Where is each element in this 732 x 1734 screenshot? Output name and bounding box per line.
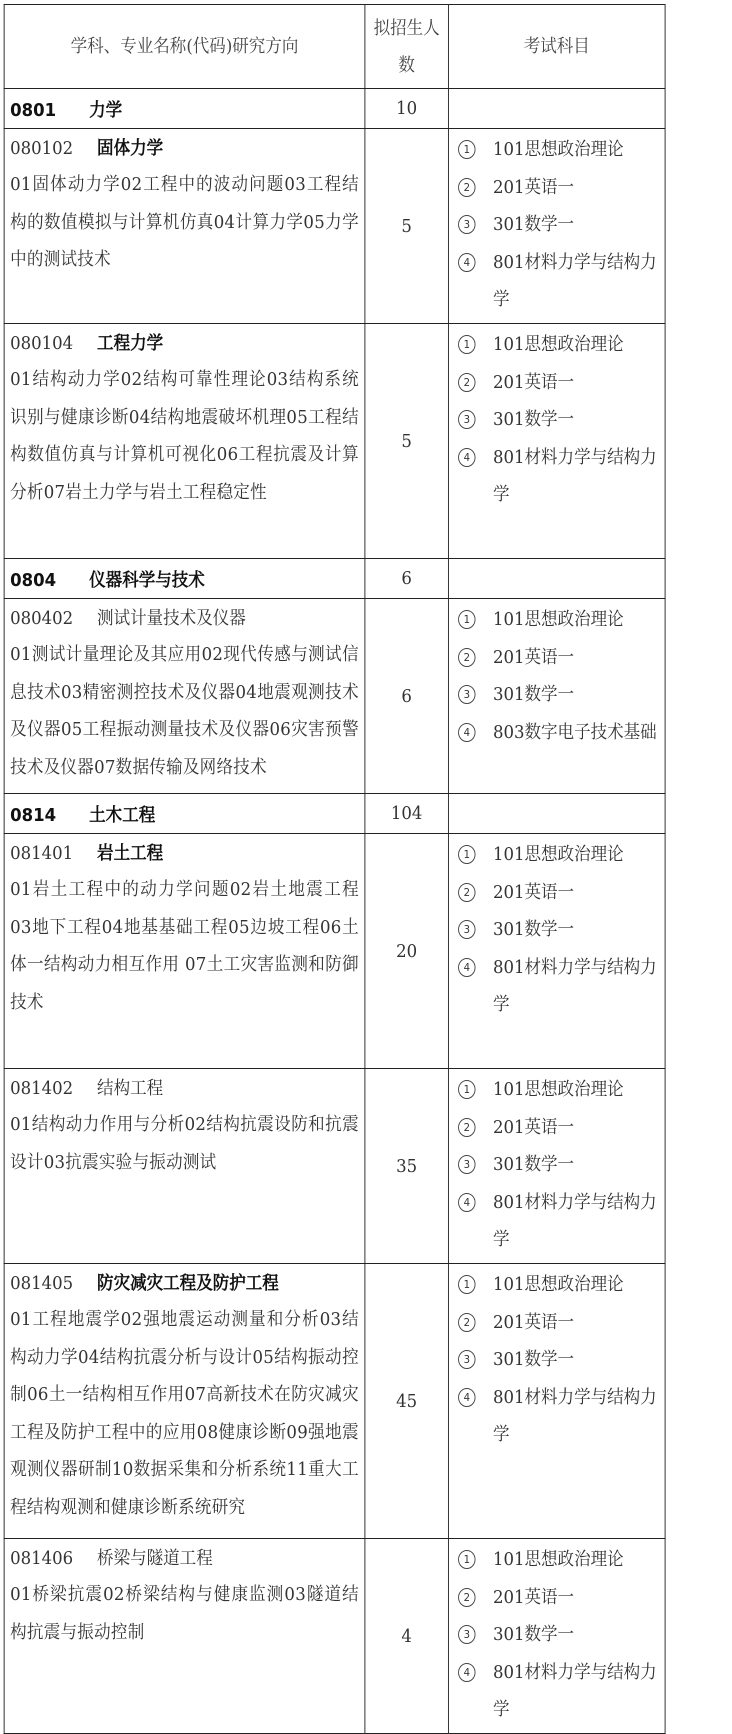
program-row — [4, 1539, 665, 1734]
exam-number: 2 — [458, 1313, 475, 1332]
exam-subject: 101思想政治理论 — [492, 844, 624, 865]
exam-number: 4 — [458, 958, 475, 977]
research-directions: 01岩土工程中的动力学问题02岩土地震工程03地下工程04地基基础工程05边坡工程06土体一结构动力相互作用 07土工灾害监测和防御技术 — [10, 879, 359, 1013]
discipline-quota: 10 — [365, 89, 449, 129]
exam-item — [458, 326, 659, 364]
program-heading — [10, 837, 359, 871]
exam-item — [458, 1184, 659, 1259]
exam-subject: 801材料力学与结构力学 — [492, 1661, 657, 1720]
exam-number: 1 — [458, 610, 475, 629]
program-name: 结构工程 — [97, 1078, 164, 1099]
program-cell — [4, 1069, 365, 1264]
exam-subject: 801材料力学与结构力学 — [492, 1386, 657, 1445]
exam-subject: 801材料力学与结构力学 — [492, 1191, 657, 1250]
program-quota: 5 — [365, 129, 449, 324]
exam-subject: 301数学一 — [492, 214, 575, 235]
exam-list — [448, 324, 665, 559]
exam-number: 3 — [458, 1155, 475, 1174]
program-cell — [4, 129, 365, 324]
research-directions: 01结构动力作用与分析02结构抗震设防和抗震设计03抗震实验与振动测试 — [10, 1114, 359, 1173]
research-directions: 01固体动力学02工程中的波动问题03工程结构的数值模拟与计算机仿真04计算力学05力学中的测试技术 — [10, 174, 359, 270]
exam-number: 2 — [458, 648, 475, 667]
exam-subject: 301数学一 — [492, 1349, 575, 1370]
discipline-exams-empty — [448, 559, 665, 599]
program-cell — [4, 1264, 365, 1539]
exam-subject: 301数学一 — [492, 409, 575, 430]
exam-item — [458, 1266, 659, 1304]
exam-subject: 801材料力学与结构力学 — [492, 251, 657, 310]
exam-number: 4 — [458, 1193, 475, 1212]
exam-subject: 201英语一 — [492, 371, 575, 393]
discipline-code: 0801 — [10, 99, 57, 121]
header-quota: 拟招生人数 — [365, 5, 449, 89]
exam-subject: 301数学一 — [492, 919, 575, 940]
exam-subject: 101思想政治理论 — [492, 1274, 624, 1295]
exam-subject: 101思想政治理论 — [492, 334, 624, 355]
exam-item — [458, 1071, 659, 1109]
discipline-exams-empty — [448, 89, 665, 129]
exam-item — [458, 949, 659, 1024]
exam-subject: 801材料力学与结构力学 — [492, 446, 657, 505]
program-quota: 6 — [365, 599, 449, 794]
exam-item — [458, 169, 659, 207]
exam-number: 3 — [458, 1625, 475, 1644]
exam-item — [458, 601, 659, 639]
header-program: 学科、专业名称(代码)研究方向 — [4, 5, 365, 89]
exam-number: 3 — [458, 215, 475, 234]
exam-item — [458, 401, 659, 439]
exam-subject: 301数学一 — [492, 684, 575, 705]
header-exams: 考试科目 — [448, 5, 665, 89]
discipline-cell — [4, 794, 365, 834]
exam-item — [458, 206, 659, 244]
exam-list — [448, 834, 665, 1069]
exam-number: 2 — [458, 1118, 475, 1137]
exam-item — [458, 714, 659, 752]
program-code: 080402 — [10, 608, 74, 629]
discipline-quota: 6 — [365, 559, 449, 599]
exam-number: 2 — [458, 178, 475, 197]
research-directions: 01结构动力学02结构可靠性理论03结构系统识别与健康诊断04结构地震破坏机理05工程结构数值仿真与计算机可视化06工程抗震及计算分析07岩土力学与岩土工程稳定性 — [10, 369, 359, 503]
program-name: 测试计量技术及仪器 — [97, 608, 246, 629]
exam-number: 1 — [458, 335, 475, 354]
exam-number: 2 — [458, 1588, 475, 1607]
exam-subject: 201英语一 — [492, 1311, 575, 1333]
program-quota: 4 — [365, 1539, 449, 1734]
exam-list — [448, 1539, 665, 1734]
discipline-name: 力学 — [89, 99, 123, 121]
program-quota: 5 — [365, 324, 449, 559]
program-name: 固体力学 — [97, 138, 164, 159]
discipline-quota: 104 — [365, 794, 449, 834]
program-heading — [10, 1072, 359, 1106]
program-code: 081405 — [10, 1273, 74, 1294]
program-heading — [10, 132, 359, 166]
exam-subject: 101思想政治理论 — [492, 1079, 624, 1100]
program-cell — [4, 324, 365, 559]
exam-subject: 801材料力学与结构力学 — [492, 956, 657, 1015]
exam-subject: 201英语一 — [492, 176, 575, 198]
program-name: 防灾减灾工程及防护工程 — [97, 1273, 279, 1294]
exam-item — [458, 1579, 659, 1617]
program-cell — [4, 599, 365, 794]
research-directions: 01测试计量理论及其应用02现代传感与测试信息技术03精密测控技术及仪器04地震观测技术及仪器05工程振动测量技术及仪器06灾害预警技术及仪器07数据传输及网络技术 — [10, 644, 359, 778]
discipline-name: 土木工程 — [89, 804, 156, 826]
research-directions: 01桥梁抗震02桥梁结构与健康监测03隧道结构抗震与振动控制 — [10, 1584, 359, 1643]
exam-item — [458, 1341, 659, 1379]
program-quota: 35 — [365, 1069, 449, 1264]
exam-subject: 301数学一 — [492, 1154, 575, 1175]
program-name: 工程力学 — [97, 333, 164, 354]
program-code: 080104 — [10, 333, 74, 354]
program-cell — [4, 834, 365, 1069]
program-code: 080102 — [10, 138, 74, 159]
program-heading — [10, 1542, 359, 1576]
exam-list — [448, 1069, 665, 1264]
exam-number: 4 — [458, 448, 475, 467]
program-heading — [10, 602, 359, 636]
discipline-code: 0814 — [10, 804, 57, 826]
exam-item — [458, 836, 659, 874]
exam-item — [458, 1304, 659, 1342]
exam-item — [458, 439, 659, 514]
exam-item — [458, 1379, 659, 1454]
discipline-code: 0804 — [10, 569, 57, 591]
exam-subject: 201英语一 — [492, 1586, 575, 1608]
exam-number: 1 — [458, 845, 475, 864]
exam-number: 2 — [458, 373, 475, 392]
program-quota: 20 — [365, 834, 449, 1069]
exam-item — [458, 364, 659, 402]
exam-item — [458, 244, 659, 319]
exam-item — [458, 1109, 659, 1147]
exam-number: 3 — [458, 920, 475, 939]
exam-item — [458, 911, 659, 949]
program-code: 081406 — [10, 1548, 74, 1569]
exam-list — [448, 599, 665, 794]
exam-subject: 301数学一 — [492, 1624, 575, 1645]
discipline-row — [4, 89, 665, 129]
exam-subject: 201英语一 — [492, 646, 575, 668]
program-cell — [4, 1539, 365, 1734]
program-row — [4, 599, 665, 794]
program-code: 081401 — [10, 843, 74, 864]
exam-list — [448, 1264, 665, 1539]
discipline-exams-empty — [448, 794, 665, 834]
exam-item — [458, 1616, 659, 1654]
exam-number: 3 — [458, 1350, 475, 1369]
program-heading — [10, 1267, 359, 1301]
exam-item — [458, 1146, 659, 1184]
exam-number: 1 — [458, 1275, 475, 1294]
discipline-cell — [4, 559, 365, 599]
exam-subject: 101思想政治理论 — [492, 139, 624, 160]
exam-item — [458, 639, 659, 677]
exam-item — [458, 1541, 659, 1579]
exam-item — [458, 1654, 659, 1729]
program-row — [4, 1069, 665, 1264]
exam-subject: 803数字电子技术基础 — [492, 721, 657, 743]
program-quota: 45 — [365, 1264, 449, 1539]
program-code: 081402 — [10, 1078, 74, 1099]
exam-number: 1 — [458, 1550, 475, 1569]
exam-number: 1 — [458, 140, 475, 159]
program-heading — [10, 327, 359, 361]
exam-number: 3 — [458, 685, 475, 704]
program-row — [4, 1264, 665, 1539]
exam-item — [458, 676, 659, 714]
program-name: 岩土工程 — [97, 843, 164, 864]
discipline-row — [4, 559, 665, 599]
program-row — [4, 129, 665, 324]
exam-subject: 101思想政治理论 — [492, 609, 624, 630]
exam-subject: 101思想政治理论 — [492, 1549, 624, 1570]
exam-number: 4 — [458, 723, 475, 742]
header-row — [4, 5, 665, 89]
exam-subject: 201英语一 — [492, 881, 575, 903]
program-row — [4, 324, 665, 559]
research-directions: 01工程地震学02强地震运动测量和分析03结构动力学04结构抗震分析与设计05结构振动控制06土一结构相互作用07高新技术在防灾减灾工程及防护工程中的应用08健康诊断09强地震观测仪器研制10数据采集和分析系统11重大工程结构观测和健康诊断系统研究 — [10, 1309, 359, 1518]
discipline-cell — [4, 89, 365, 129]
exam-number: 2 — [458, 883, 475, 902]
discipline-name: 仪器科学与技术 — [89, 569, 205, 591]
exam-number: 3 — [458, 410, 475, 429]
exam-list — [448, 129, 665, 324]
exam-item — [458, 874, 659, 912]
exam-number: 1 — [458, 1080, 475, 1099]
exam-number: 4 — [458, 1663, 475, 1682]
admissions-table — [4, 4, 666, 1734]
discipline-row — [4, 794, 665, 834]
exam-number: 4 — [458, 253, 475, 272]
exam-item — [458, 131, 659, 169]
program-row — [4, 834, 665, 1069]
exam-number: 4 — [458, 1388, 475, 1407]
program-name: 桥梁与隧道工程 — [97, 1548, 213, 1569]
exam-subject: 201英语一 — [492, 1116, 575, 1138]
